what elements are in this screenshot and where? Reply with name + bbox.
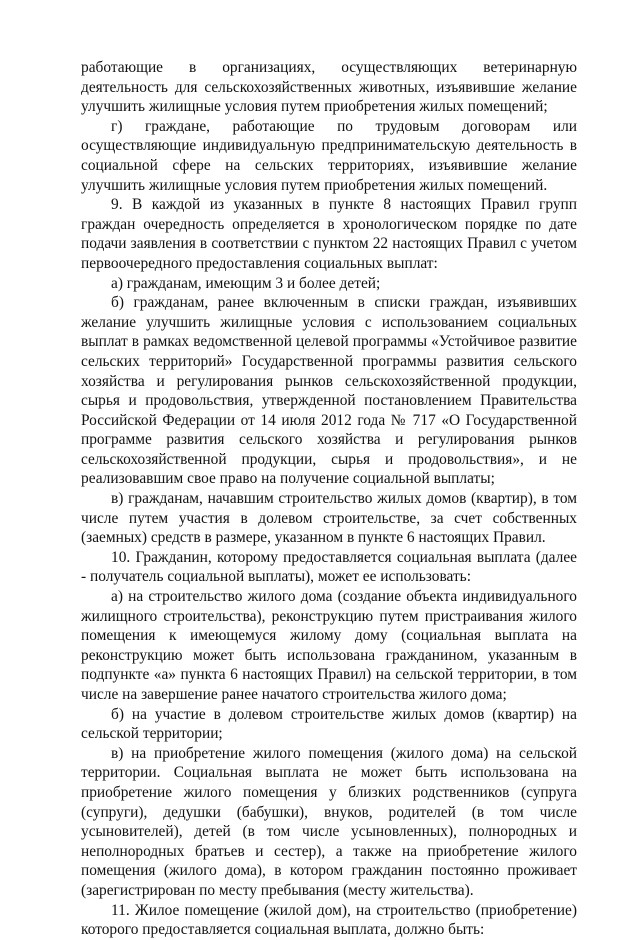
paragraph-section-10: 10. Гражданин, которому предоставляется социальная выплата (далее - получатель социальной выплаты), может ее использовать: xyxy=(81,548,577,586)
paragraph-section-11: 11. Жилое помещение (жилой дом), на строительство (приобретение) которого предоставляется социальная выплата, должно быть: xyxy=(81,901,577,939)
paragraph-item-a: а) гражданам, имеющим 3 и более детей; xyxy=(111,274,381,292)
paragraph-item-v: в) гражданам, начавшим строительство жилых домов (квартир), в том числе путем участия в долевом строительстве, за счет собственных (заемных) средств в размере, указанном в пункте 6 настоящих Правил. xyxy=(81,490,577,547)
paragraph-item-b: б) гражданам, ранее включенным в списки граждан, изъявивших желание улучшить жилищные условия с использованием социальных выплат в рамках ведомственной целевой программы «Устойчивое развитие сельских территорий» Государственной программы развития сельского хозяйства и регулирования рынков сельскохозяйственной продукции, сырья и продовольствия, утвержденной постановлением Правительства Российской Федерации от 14 июля 2012 года № 717 «О Государственной программе развития сельского хозяйства и регулирования рынков сельскохозяйственной продукции, сырья и продовольствия», и не реализовавшим свое право на получение социальной выплаты; xyxy=(81,294,577,488)
paragraph-item-b-2: б) на участие в долевом строительстве жилых домов (квартир) на сельской территории; xyxy=(81,705,577,743)
document-body xyxy=(81,58,577,940)
paragraph-continuation: работающие в организациях, осуществляющих ветеринарную деятельность для сельскохозяйственных животных, изъявившие желание улучшить жилищные условия путем приобретения жилых помещений; xyxy=(81,59,577,116)
paragraph-item-a-2: а) на строительство жилого дома (создание объекта индивидуального жилищного строительства), реконструкцию путем пристраивания жилого помещения к имеющемуся жилому дому (социальная выплата на реконструкцию может быть использована гражданином, указанным в подпункте «а» пункта 6 настоящих Правил) на сельской территории, в том числе на завершение ранее начатого строительства жилого дома; xyxy=(81,588,577,703)
paragraph-section-9: 9. В каждой из указанных в пункте 8 настоящих Правил групп граждан очередность определяется в хронологическом порядке по дате подачи заявления в соответствии с пунктом 22 настоящих Правил с учетом первоочередного предоставления социальных выплат: xyxy=(81,196,577,272)
paragraph-item-v-2: в) на приобретение жилого помещения (жилого дома) на сельской территории. Социальная выплата не может быть использована на приобретение жилого помещения у близких родственников (супруга (супруги), дедушки (бабушки), внуков, родителей (в том числе усыновителей), детей (в том числе усыновленных), полнородных и неполнородных братьев и сестер), а также на приобретение жилого помещения (жилого дома), в котором гражданин постоянно проживает (зарегистрирован по месту пребывания (месту жительства). xyxy=(81,744,577,899)
paragraph-item-g: г) граждане, работающие по трудовым договорам или осуществляющие индивидуальную предпринимательскую деятельность в социальной сфере на сельских территориях, изъявившие желание улучшить жилищные условия путем приобретения жилых помещений. xyxy=(81,117,577,194)
